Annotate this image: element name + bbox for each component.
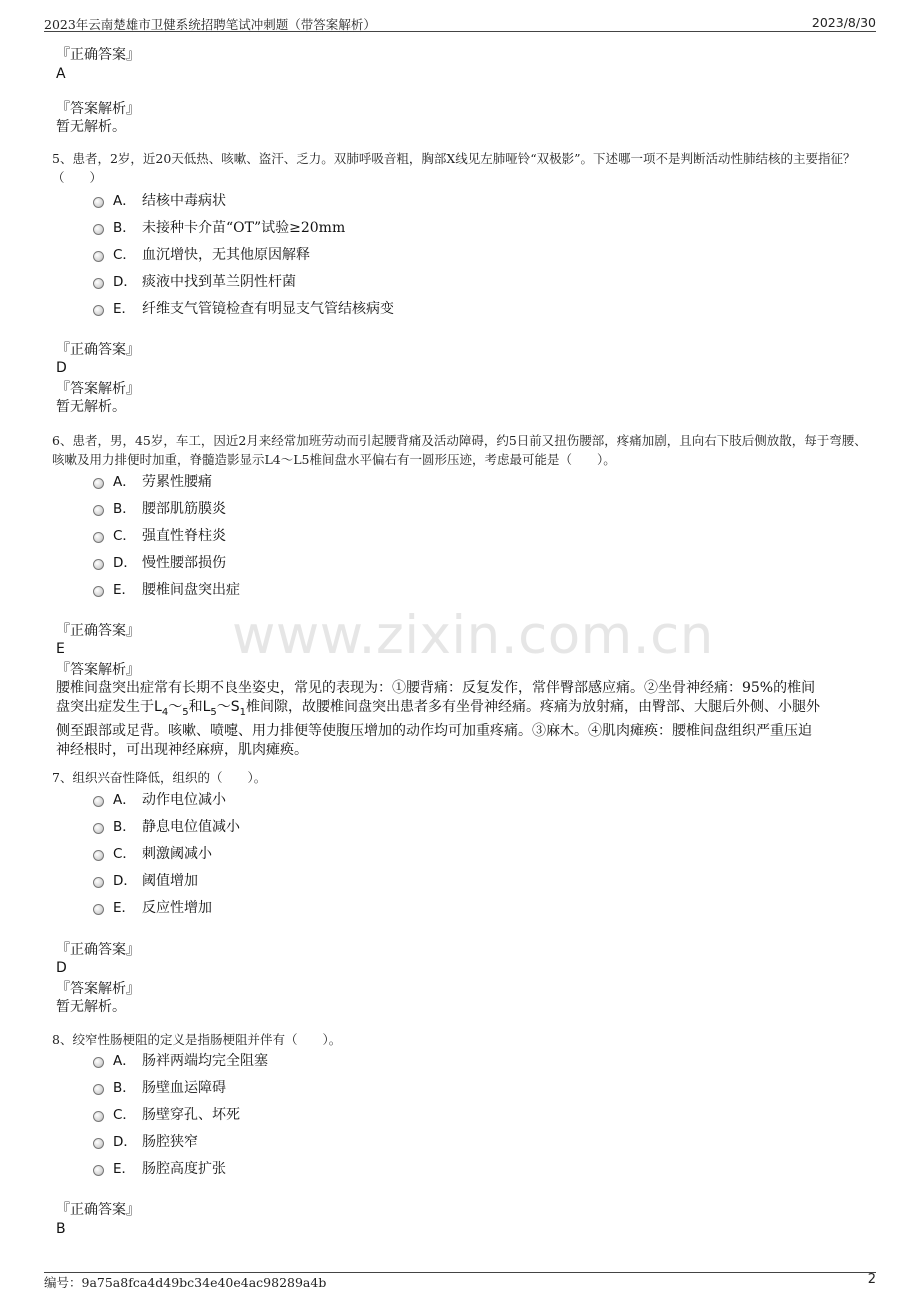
correct-answer-label: 『正确答案』 <box>56 623 140 639</box>
radio-icon[interactable] <box>93 1138 104 1149</box>
analysis-label: 『答案解析』 <box>56 381 140 397</box>
correct-answer-label: 『正确答案』 <box>56 1202 140 1218</box>
radio-icon[interactable] <box>93 1057 104 1068</box>
document-title: 2023年云南楚雄市卫健系统招聘笔试冲刺题（带答案解析） <box>44 17 376 32</box>
correct-answer-label: 『正确答案』 <box>56 47 140 63</box>
radio-icon[interactable] <box>93 1165 104 1176</box>
correct-answer-label: 『正确答案』 <box>56 342 140 358</box>
radio-icon[interactable] <box>93 278 104 289</box>
analysis-label: 『答案解析』 <box>56 662 140 678</box>
page-header <box>0 0 920 32</box>
analysis-label: 『答案解析』 <box>56 101 140 117</box>
radio-icon[interactable] <box>93 559 104 570</box>
radio-icon[interactable] <box>93 904 104 915</box>
radio-icon[interactable] <box>93 532 104 543</box>
correct-answer-value: D <box>56 960 67 976</box>
correct-answer-value: A <box>56 66 66 82</box>
radio-icon[interactable] <box>93 478 104 489</box>
correct-answer-value: D <box>56 360 67 376</box>
question-5-text: 5、患者，2岁，近20天低热、咳嗽、盗汗、乏力。双肺呼吸音粗，胸部X线见左肺哑铃“双极影”。下述哪一项不是判断活动性肺结核的主要指征？（ ） <box>52 151 856 185</box>
radio-icon[interactable] <box>93 796 104 807</box>
question-8-text: 8、绞窄性肠梗阻的定义是指肠梗阻并伴有（ ）。 <box>52 1032 342 1047</box>
radio-icon[interactable] <box>93 850 104 861</box>
radio-icon[interactable] <box>93 586 104 597</box>
question-7-text: 7、组织兴奋性降低，组织的（ ）。 <box>52 770 267 785</box>
radio-icon[interactable] <box>93 1111 104 1122</box>
correct-answer-value: E <box>56 641 65 657</box>
radio-icon[interactable] <box>93 224 104 235</box>
radio-icon[interactable] <box>93 251 104 262</box>
radio-icon[interactable] <box>93 823 104 834</box>
radio-icon[interactable] <box>93 305 104 316</box>
correct-answer-value: B <box>56 1221 66 1237</box>
correct-answer-label: 『正确答案』 <box>56 942 140 958</box>
analysis-text: 暂无解析。 <box>56 119 126 135</box>
radio-icon[interactable] <box>93 877 104 888</box>
document-code: 编号：9a75a8fca4d49bc34e40e4ac98289a4b <box>44 1275 327 1290</box>
radio-icon[interactable] <box>93 1084 104 1095</box>
radio-icon[interactable] <box>93 197 104 208</box>
radio-icon[interactable] <box>93 505 104 516</box>
document-date: 2023/8/30 <box>811 15 876 30</box>
header-divider <box>44 31 876 32</box>
analysis-explanation: 腰椎间盘突出症常有长期不良坐姿史，常见的表现为：①腰背痛：反复发作，常伴臀部感应痛。②坐骨神经痛：95%的椎间 盘突出症发生于$L_4\sim_5$和$L_5\sim S_1$椎间隙，故腰椎间盘突出患者多有坐骨神经痛。疼痛为放射痛，由臀部、大腿后外侧、小腿外 侧至跟部或足背。咳嗽、喷嚏、用力排便等使腹压增加的动作均可加重疼痛。③麻木。④肌肉瘫痪：腰椎间盘组织严重压迫 神经根时，可出现神经麻痹，肌肉瘫痪。 <box>56 680 821 758</box>
watermark: www.zixin.com.cn <box>232 605 714 666</box>
analysis-label: 『答案解析』 <box>56 981 140 997</box>
page-number: 2 <box>867 1272 876 1287</box>
question-6-text: 6、患者，男，45岁，车工，因近2月来经常加班劳动而引起腰背痛及活动障碍，约5日前又扭伤腰部，疼痛加剧，且向右下肢后侧放散，每于弯腰、咳嗽及用力排便时加重，脊髓造影显示L4～L5椎间盘水平偏右有一圆形压迹，考虑最可能是（ ）。 <box>52 433 867 467</box>
analysis-text: 暂无解析。 <box>56 399 126 415</box>
analysis-text: 暂无解析。 <box>56 999 126 1015</box>
